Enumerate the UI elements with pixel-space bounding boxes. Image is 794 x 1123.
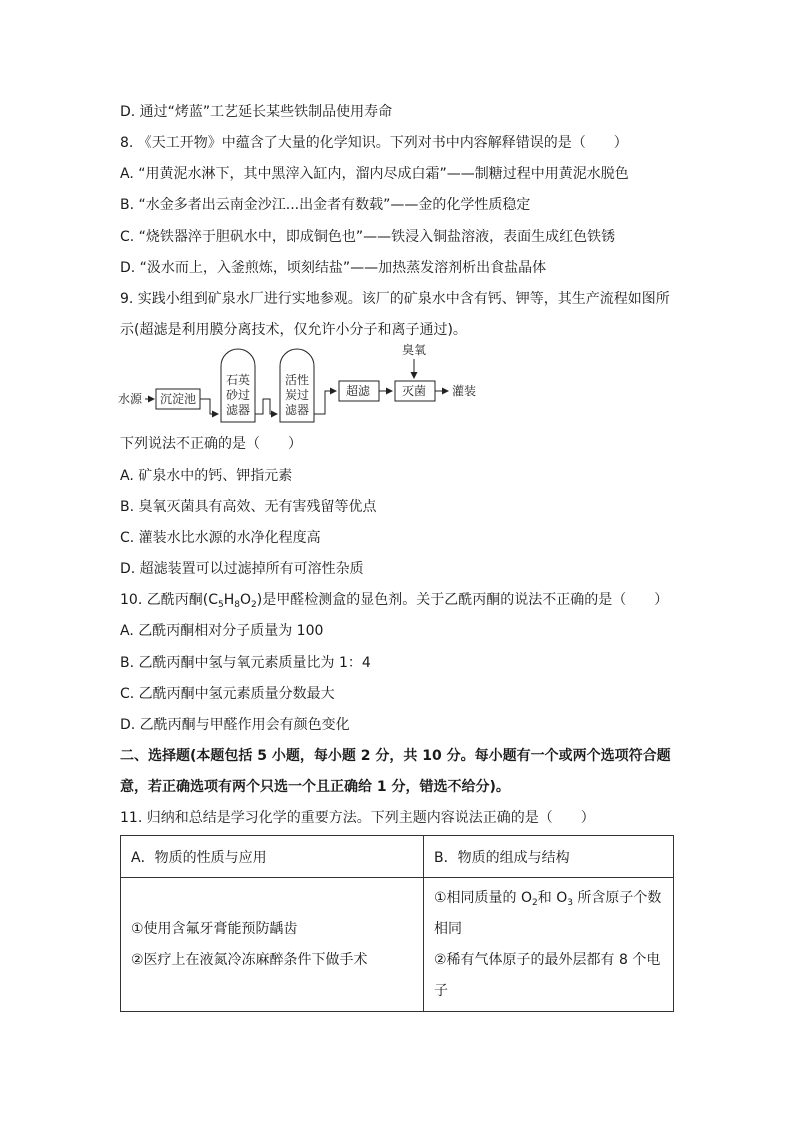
q9-stem-line1: 9. 实践小组到矿泉水厂进行实地参观。该厂的矿泉水中含有钙、钾等，其生产流程如图所 (120, 291, 670, 307)
q11-a-item1: ①使用含氟牙膏能预防龋齿 (131, 920, 298, 937)
formula-h-count: 8 (234, 600, 240, 610)
flow-filling-label: 灌装 (452, 384, 477, 398)
q7-option-d: D. 通过“烤蓝”工艺延长某些铁制品使用寿命 (120, 104, 393, 120)
q8-option-d: D. “汲水而上，入釜煎炼，顷刻结盐”——加热蒸发溶剂析出食盐晶体 (120, 260, 547, 276)
q11-b-item1-post: 所含原子个数 (572, 889, 662, 906)
flow-carbon-line1: 活性 (285, 373, 310, 387)
q9-flow-diagram (118, 342, 538, 434)
q10-option-a: A. 乙酰丙酮相对分子质量为 100 (120, 623, 324, 639)
section2-heading-line2: 意，若正确选项有两个只选一个且正确给 1 分，错选不给分)。 (120, 779, 510, 795)
q8-option-b: B. “水金多者出云南金沙江...出金者有数载”——金的化学性质稳定 (120, 197, 531, 213)
q11-b-item1-sub2: 3 (567, 897, 573, 908)
q9-stem-line2: 示(超滤是利用膜分离技术，仅允许小分子和离子通过)。 (120, 322, 467, 338)
flow-ultrafiltration-label: 超滤 (346, 384, 371, 398)
q9-option-a: A. 矿泉水中的钙、钾指元素 (120, 468, 293, 484)
q10-stem-post: )是甲醛检测盒的显色剂。关于乙酰丙酮的说法不正确的是（ ） (256, 592, 669, 608)
flow-source-label: 水源 (118, 392, 143, 406)
q11-b-item1-sub1: 2 (532, 897, 538, 908)
q11-col-a-cell (121, 878, 424, 1012)
q8-option-a: A. “用黄泥水淋下，其中黑滓入缸内，溜内尽成白霜”——制糖过程中用黄泥水脱色 (120, 166, 629, 182)
formula-h: H (223, 592, 235, 608)
q10-stem-pre: 10. 乙酰丙酮( (120, 592, 209, 608)
section2-heading-line1: 二、选择题(本题包括 5 小题，每小题 2 分，共 10 分。每小题有一个或两个选项符合题 (120, 748, 671, 764)
q11-a-item2: ②医疗上在液氮冷冻麻醉条件下做手术 (131, 951, 368, 968)
flow-ozone-label: 臭氧 (402, 343, 427, 357)
q11-b-item2-line2: 子 (434, 982, 448, 999)
formula-o-count: 2 (251, 600, 257, 610)
q10-option-c: C. 乙酰丙酮中氢元素质量分数最大 (120, 686, 335, 702)
q11-b-item1-cont: 相同 (434, 920, 462, 937)
flow-sterilization-label: 灭菌 (402, 384, 427, 398)
q10-option-b: B. 乙酰丙酮中氢与氧元素质量比为 1：4 (120, 655, 371, 671)
flow-quartz-line3: 滤器 (226, 403, 251, 417)
q10-stem (120, 590, 668, 610)
flow-carbon-line2: 炭过 (285, 388, 310, 402)
flow-sedimentation-label: 沉淀池 (160, 392, 197, 406)
q11-col-a-header: A．物质的性质与应用 (121, 836, 424, 878)
q11-b-item1 (434, 883, 673, 914)
flow-carbon-line3: 滤器 (285, 403, 310, 417)
q11-table (120, 835, 674, 1012)
flow-quartz-line1: 石英 (226, 373, 251, 387)
flow-quartz-line2: 砂过 (226, 388, 251, 402)
q9-option-c: C. 灌装水比水源的水净化程度高 (120, 530, 321, 546)
q11-col-b-header: B．物质的组成与结构 (424, 836, 674, 878)
q11-b-item1-mid: 和 O (537, 889, 568, 906)
q11-b-item2-line1: ②稀有气体原子的最外层都有 8 个电 (434, 951, 661, 968)
q8-stem: 8. 《天工开物》中蕴含了大量的化学知识。下列对书中内容解释错误的是（ ） (120, 135, 628, 151)
formula-c: C (208, 592, 218, 608)
q11-stem: 11. 归纳和总结是学习化学的重要方法。下列主题内容说法正确的是（ ） (120, 810, 595, 826)
q10-formula (208, 592, 257, 608)
formula-c-count: 5 (217, 600, 224, 610)
formula-o: O (239, 592, 251, 608)
q9-option-d: D. 超滤装置可以过滤掉所有可溶性杂质 (120, 561, 364, 577)
q10-option-d: D. 乙酰丙酮与甲醛作用会有颜色变化 (120, 717, 350, 733)
q8-option-c: C. “烧铁器淬于胆矾水中，即成铜色也”——铁浸入铜盐溶液，表面生成红色铁锈 (120, 229, 616, 245)
q9-question: 下列说法不正确的是（ ） (120, 436, 302, 452)
q9-option-b: B. 臭氧灭菌具有高效、无有害残留等优点 (120, 499, 377, 515)
q11-col-b-cell (424, 878, 674, 1012)
q11-b-item1-pre: ①相同质量的 O (434, 889, 533, 906)
